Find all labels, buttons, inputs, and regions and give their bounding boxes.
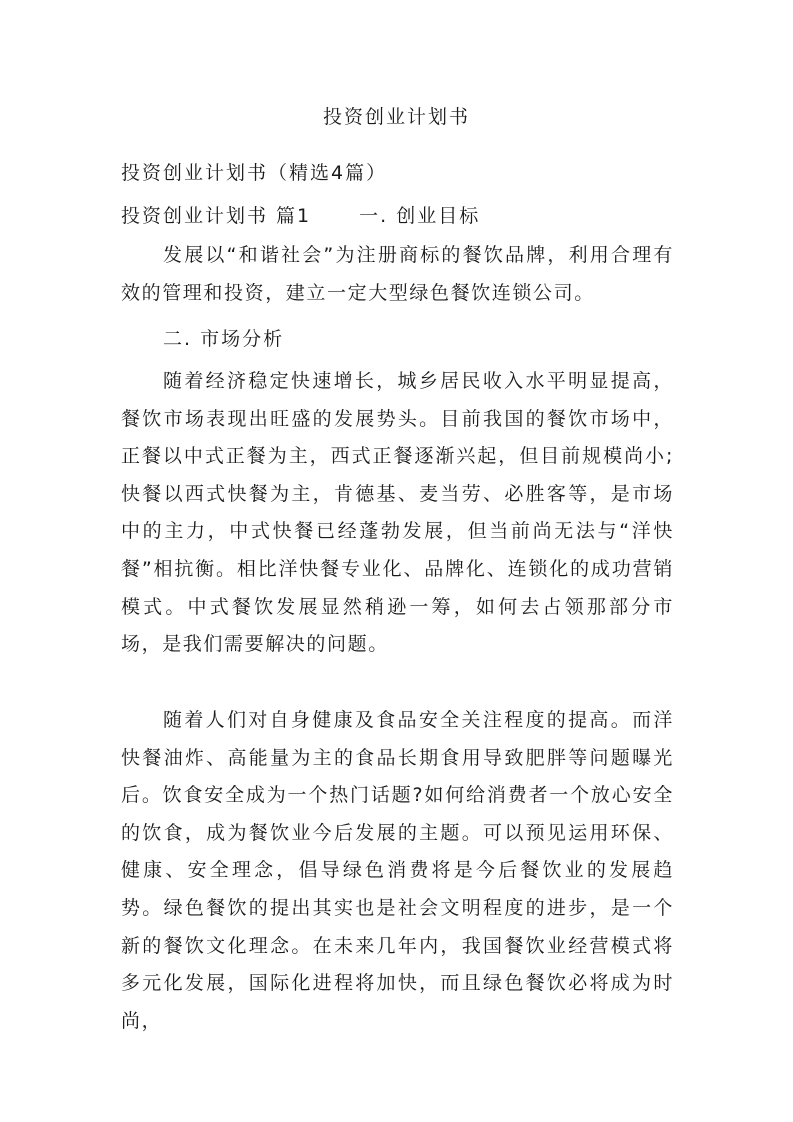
paragraph-market-1: 随着经济稳定快速增长，城乡居民收入水平明显提高，餐饮市场表现出旺盛的发展势头。目前我国的餐饮市场中，正餐以中式正餐为主，西式正餐逐渐兴起，但目前规模尚小;快餐以西式快餐为主，肯德基、麦当劳、必胜客等，是市场中的主力，中式快餐已经蓬勃发展，但当前尚无法与“洋快餐”相抗衡。相比洋快餐专业化、品牌化、连锁化的成功营销模式。中式餐饮发展显然稍逊一筹，如何去占领那部分市场，是我们需要解决的问题。 (121, 370, 674, 656)
market-analysis-heading: 二. 市场分析 (163, 328, 285, 350)
paragraph-market-2: 随着人们对自身健康及食品安全关注程度的提高。而洋快餐油炸、高能量为主的食品长期食用导致肥胖等问题曝光后。饮食安全成为一个热门话题?如何给消费者一个放心安全的饮食，成为餐饮业今后发展的主题。可以预见运用环保、健康、安全理念，倡导绿色消费将是今后餐饮业的发展趋势。绿色餐饮的提出其实也是社会文明程度的进步，是一个新的餐饮文化理念。在未来几年内，我国餐饮业经营模式将多元化发展，国际化进程将加快，而且绿色餐饮必将成为时尚， (121, 709, 674, 1032)
section-label: 投资创业计划书 篇1 (121, 205, 312, 227)
paragraph-goal: 发展以“和谐社会”为注册商标的餐饮品牌，利用合理有效的管理和投资，建立一定大型绿色餐饮连锁公司。 (121, 244, 674, 304)
section-heading-line (121, 203, 480, 229)
document-title: 投资创业计划书 (322, 106, 470, 128)
section-goal-heading: 一. 创业目标 (359, 205, 481, 227)
document-subtitle: 投资创业计划书（精选4篇） (121, 162, 388, 184)
